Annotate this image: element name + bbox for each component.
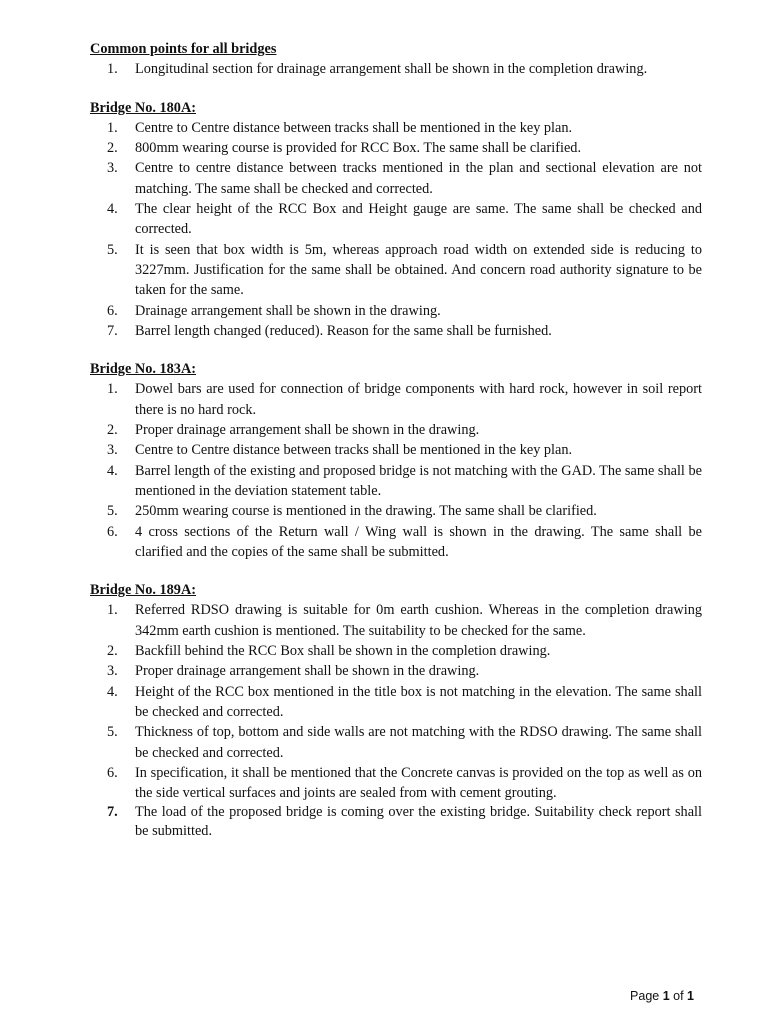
page-of: of	[669, 989, 688, 1003]
list-item	[90, 763, 702, 804]
section-bridge-180a	[90, 98, 702, 342]
item-text: Thickness of top, bottom and side walls are not matching with the RDSO drawing. The same shall be checked and corrected.	[135, 724, 702, 761]
list-item	[90, 199, 702, 240]
item-number: 1.	[107, 602, 118, 619]
list-item	[90, 722, 702, 763]
list-item	[90, 138, 702, 158]
list-item	[90, 682, 702, 723]
item-text: Centre to centre distance between tracks mentioned in the plan and sectional elevation are not matching. The same shall be checked and corrected.	[135, 160, 702, 197]
list-item	[90, 440, 702, 460]
item-text: It is seen that box width is 5m, whereas approach road width on extended side is reducing to 3227mm. Justification for the same shall be obtained. And concern road authority signature to be taken for the same.	[135, 241, 702, 299]
item-number: 3.	[107, 160, 118, 177]
item-text: In specification, it shall be mentioned that the Concrete canvas is provided on the top as well as on the side vertical surfaces and joints are sealed from with cement grouting.	[135, 764, 702, 802]
list-item	[90, 301, 702, 321]
section-heading: Bridge No. 183A:	[90, 361, 197, 378]
item-number: 7.	[107, 804, 118, 821]
item-number: 2.	[107, 643, 118, 660]
item-number: 2.	[107, 422, 118, 439]
section-heading: Bridge No. 189A:	[90, 582, 197, 599]
item-number: 1.	[107, 119, 118, 136]
list-item	[90, 240, 702, 301]
item-text: Dowel bars are used for connection of bridge components with hard rock, however in soil report there is no hard rock.	[135, 381, 702, 418]
item-text: Centre to Centre distance between tracks shall be mentioned in the key plan.	[135, 119, 573, 136]
section-bridge-183a	[90, 359, 702, 562]
section-common-points	[90, 39, 702, 80]
list-item	[90, 501, 702, 521]
item-text: Longitudinal section for drainage arrangement shall be shown in the completion drawing.	[135, 61, 648, 78]
item-number: 5.	[107, 241, 118, 258]
item-text: Height of the RCC box mentioned in the title box is not matching in the elevation. The same shall be checked and corrected.	[135, 683, 702, 720]
item-text: 4 cross sections of the Return wall / Wing wall is shown in the drawing. The same shall be clarified and the copies of the same shall be submitted.	[135, 523, 702, 560]
item-number: 6.	[107, 302, 118, 319]
list-item	[90, 379, 702, 420]
section-bridge-189a	[90, 580, 702, 841]
item-number: 7.	[107, 322, 118, 339]
item-text: Proper drainage arrangement shall be shown in the drawing.	[135, 422, 480, 439]
list-item	[90, 59, 702, 79]
item-number: 1.	[107, 61, 118, 78]
item-number: 4.	[107, 201, 118, 218]
list-item	[90, 522, 702, 563]
list-item	[90, 661, 702, 681]
item-number: 4.	[107, 462, 118, 479]
item-text: Backfill behind the RCC Box shall be shown in the completion drawing.	[135, 643, 551, 660]
list-item	[90, 158, 702, 199]
item-number: 1.	[107, 381, 118, 398]
item-text: 250mm wearing course is mentioned in the drawing. The same shall be clarified.	[135, 503, 597, 520]
list-item	[90, 420, 702, 440]
document-body	[90, 39, 702, 859]
item-text: Proper drainage arrangement shall be shown in the drawing.	[135, 663, 480, 680]
item-text: Centre to Centre distance between tracks shall be mentioned in the key plan.	[135, 442, 573, 459]
item-text: Barrel length changed (reduced). Reason for the same shall be furnished.	[135, 322, 552, 339]
item-number: 4.	[107, 683, 118, 700]
list-item	[90, 641, 702, 661]
item-text: Drainage arrangement shall be shown in the drawing.	[135, 302, 441, 319]
item-text: Referred RDSO drawing is suitable for 0m earth cushion. Whereas in the completion drawing 342mm earth cushion is mentioned. The suitability to be checked for the same.	[135, 602, 702, 639]
list-item	[90, 321, 702, 341]
item-number: 5.	[107, 503, 118, 520]
item-number: 3.	[107, 663, 118, 680]
section-heading: Common points for all bridges	[90, 41, 277, 57]
item-text: The clear height of the RCC Box and Height gauge are same. The same shall be checked and corrected.	[135, 201, 702, 238]
list-item	[90, 461, 702, 502]
list-item	[90, 118, 702, 138]
page-number-footer	[630, 989, 694, 1003]
item-text: The load of the proposed bridge is coming over the existing bridge. Suitability check report shall be submitted.	[135, 804, 702, 840]
page-label: Page	[630, 989, 663, 1003]
item-text: Barrel length of the existing and proposed bridge is not matching with the GAD. The same shall be mentioned in the deviation statement table.	[135, 462, 702, 499]
list-item	[90, 803, 702, 841]
section-heading: Bridge No. 180A:	[90, 99, 197, 116]
item-number: 2.	[107, 140, 118, 157]
page-total: 1	[687, 989, 694, 1003]
item-number: 6.	[107, 764, 118, 781]
item-number: 6.	[107, 523, 118, 540]
item-text: 800mm wearing course is provided for RCC Box. The same shall be clarified.	[135, 140, 582, 157]
item-number: 5.	[107, 724, 118, 741]
list-item	[90, 600, 702, 641]
page-current: 1	[662, 989, 670, 1003]
item-number: 3.	[107, 442, 118, 459]
